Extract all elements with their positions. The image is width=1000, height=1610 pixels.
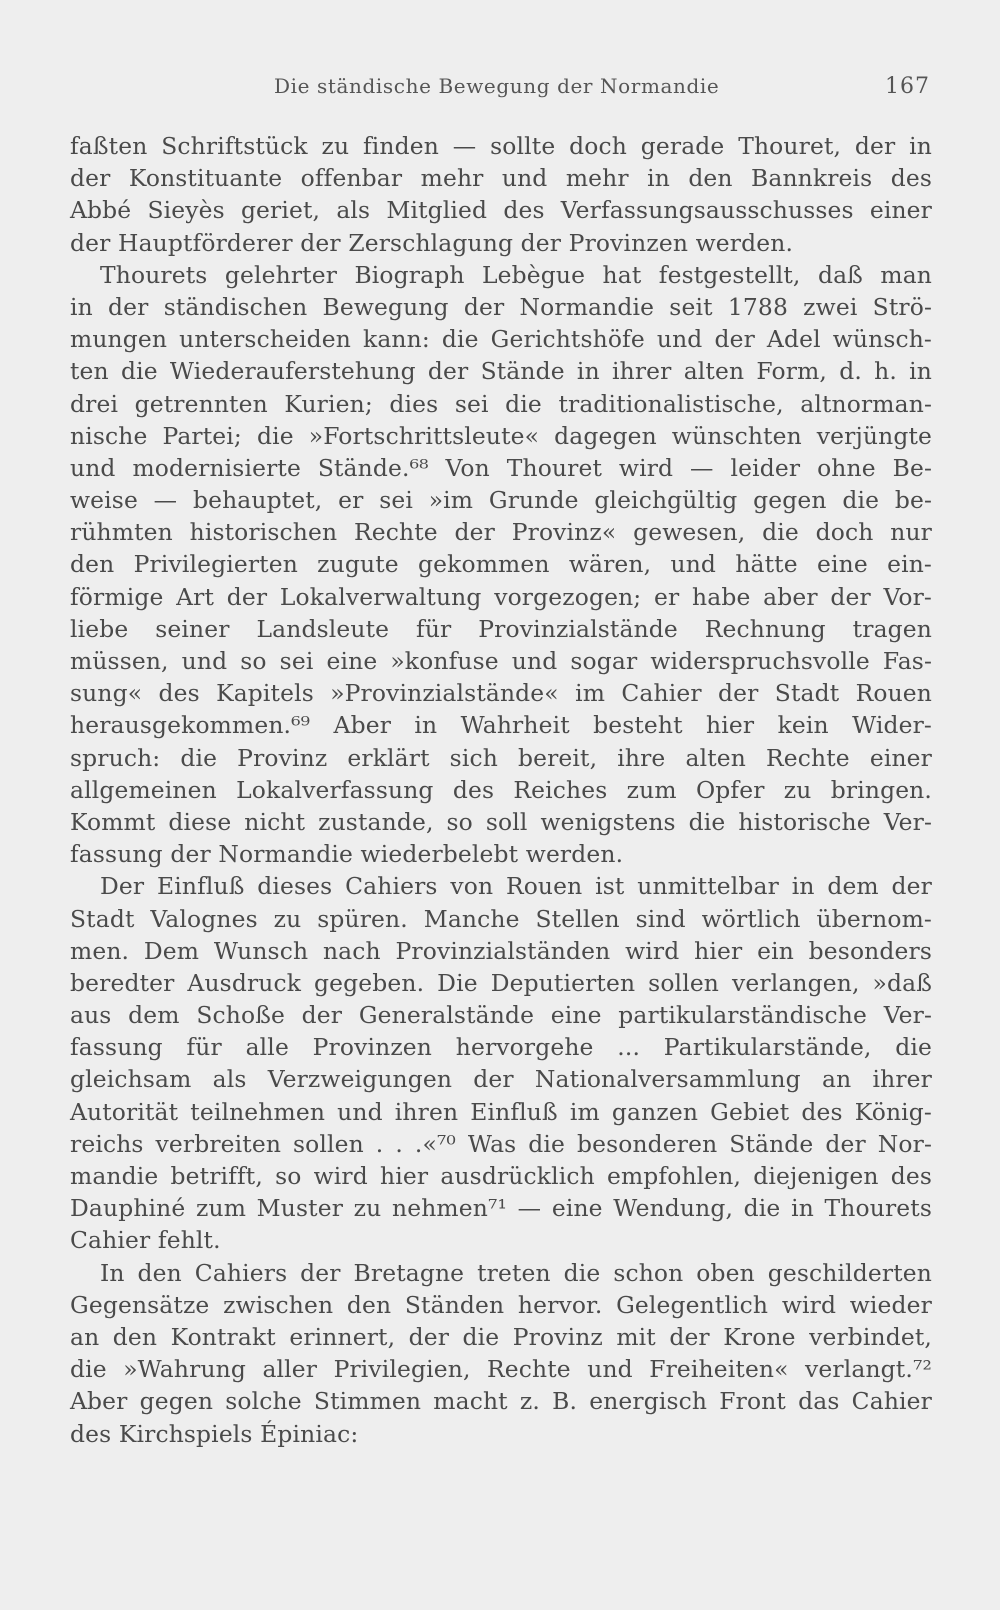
- text-line: der Hauptförderer der Zerschlagung der Provinzen werden.: [70, 228, 794, 257]
- text-line: Thourets gelehrter Biograph Lebègue hat festgestellt, daß man: [100, 260, 932, 289]
- text-line: Dauphiné zum Muster zu nehmen⁷¹ — eine Wendung, die in Thourets: [70, 1194, 932, 1223]
- text-line: gleichsam als Verzweigungen der Nationalversammlung an ihrer: [70, 1065, 932, 1094]
- text-line: fassung der Normandie wiederbelebt werden.: [70, 840, 624, 869]
- text-line: rühmten historischen Rechte der Provinz« gewesen, die doch nur: [70, 518, 932, 547]
- text-line: müssen, und so sei eine »konfuse und sogar widerspruchsvolle Fas-: [70, 647, 932, 675]
- text-line: Abbé Sieyès geriet, als Mitglied des Verfassungsausschusses einer: [70, 196, 932, 225]
- text-line: drei getrennten Kurien; dies sei die traditionalistische, altnorman-: [70, 389, 932, 418]
- text-line: Aber gegen solche Stimmen macht z. B. energisch Front das Cahier: [70, 1387, 932, 1416]
- text-line: spruch: die Provinz erklärt sich bereit, ihre alten Rechte einer: [70, 743, 932, 772]
- page-header: [0, 74, 1000, 108]
- text-line: reichs verbreiten sollen . . .«⁷⁰ Was die besonderen Stände der Nor-: [70, 1129, 932, 1158]
- text-line: aus dem Schoße der Generalstände eine partikularständische Ver-: [70, 1001, 932, 1030]
- text-line: in der ständischen Bewegung der Normandie seit 1788 zwei Strö-: [70, 292, 932, 321]
- text-line: ten die Wiederauferstehung der Stände in ihrer alten Form, d. h. in: [70, 357, 932, 386]
- text-line: liebe seiner Landsleute für Provinzialstände Rechnung tragen: [70, 614, 932, 643]
- text-line: Stadt Valognes zu spüren. Manche Stellen sind wörtlich übernom-: [70, 904, 932, 933]
- text-line: sung« des Kapitels »Provinzialstände« im Cahier der Stadt Rouen: [70, 679, 932, 708]
- text-line: die »Wahrung aller Privilegien, Rechte und Freiheiten« verlangt.⁷²: [70, 1355, 932, 1384]
- text-line: Autorität teilnehmen und ihren Einfluß im ganzen Gebiet des König-: [70, 1097, 932, 1126]
- text-line: weise — behauptet, er sei »im Grunde gleichgültig gegen die be-: [70, 486, 932, 515]
- text-line: Kommt diese nicht zustande, so soll wenigstens die historische Ver-: [70, 807, 932, 836]
- text-line: allgemeinen Lokalverfassung des Reiches zum Opfer zu bringen.: [70, 775, 932, 804]
- text-line: der Konstituante offenbar mehr und mehr in den Bannkreis des: [70, 164, 932, 193]
- text-line: mandie betrifft, so wird hier ausdrücklich empfohlen, diejenigen des: [70, 1162, 932, 1190]
- text-line: und modernisierte Stände.⁶⁸ Von Thouret wird — leider ohne Be-: [70, 453, 932, 482]
- text-line: In den Cahiers der Bretagne treten die schon oben geschilderten: [100, 1258, 932, 1287]
- text-line: des Kirchspiels Épiniac:: [70, 1419, 359, 1448]
- text-line: an den Kontrakt erinnert, der die Provinz mit der Krone verbindet,: [70, 1322, 932, 1351]
- text-line: den Privilegierten zugute gekommen wären, und hätte eine ein-: [70, 550, 932, 579]
- text-line: beredter Ausdruck gegeben. Die Deputierten sollen verlangen, »daß: [70, 968, 932, 997]
- text-line: men. Dem Wunsch nach Provinzialständen wird hier ein besonders: [70, 936, 932, 965]
- text-line: faßten Schriftstück zu finden — sollte doch gerade Thouret, der in: [70, 132, 932, 160]
- text-line: herausgekommen.⁶⁹ Aber in Wahrheit besteht hier kein Wider-: [70, 711, 932, 740]
- page-number: 167: [885, 74, 930, 99]
- text-line: Gegensätze zwischen den Ständen hervor. Gelegentlich wird wieder: [70, 1290, 932, 1319]
- text-line: Cahier fehlt.: [70, 1226, 221, 1255]
- text-line: mungen unterscheiden kann: die Gerichtshöfe und der Adel wünsch-: [70, 325, 932, 354]
- text-line: nische Partei; die »Fortschrittsleute« dagegen wünschten verjüngte: [70, 421, 932, 450]
- text-line: Der Einfluß dieses Cahiers von Rouen ist unmittelbar in dem der: [100, 872, 932, 901]
- running-head: Die ständische Bewegung der Normandie: [274, 74, 720, 98]
- text-line: förmige Art der Lokalverwaltung vorgezogen; er habe aber der Vor-: [70, 582, 932, 611]
- body-text: [70, 130, 932, 1450]
- text-line: fassung für alle Provinzen hervorgehe ... Partikularstände, die: [70, 1033, 932, 1062]
